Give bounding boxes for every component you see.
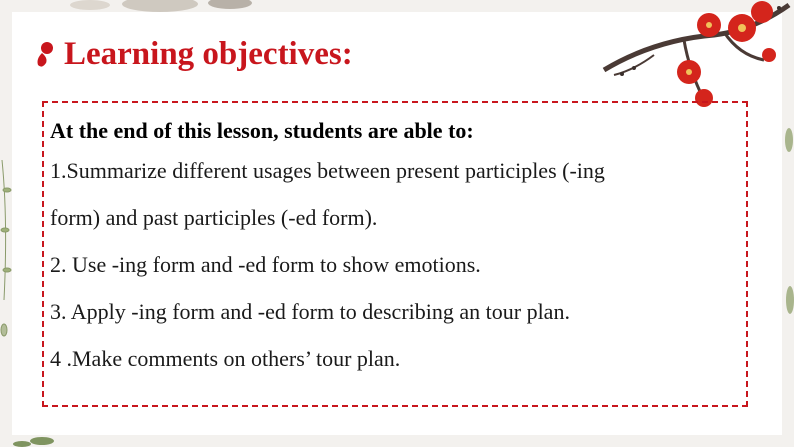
red-drop-bullet-icon xyxy=(34,39,56,69)
objective-line: 1.Summarize different usages between present participles (-ing xyxy=(50,158,605,183)
objectives-content xyxy=(50,118,750,393)
objective-line: form) and past participles (-ed form). xyxy=(50,205,378,230)
objective-line: 4 .Make comments on others’ tour plan. xyxy=(50,346,401,371)
objectives-lead: At the end of this lesson, students are able to: xyxy=(50,118,474,143)
plum-blossom-branch-decoration xyxy=(564,0,794,110)
slide-title: Learning objectives: xyxy=(64,36,353,72)
right-edge-leaf-decoration xyxy=(785,128,794,314)
objective-line: 2. Use -ing form and -ed form to show emotions. xyxy=(50,252,481,277)
bottom-left-leaf-decoration xyxy=(13,437,54,447)
objective-line: 3. Apply -ing form and -ed form to describing an tour plan. xyxy=(50,299,570,324)
left-leaf-sprig-decoration xyxy=(1,160,11,336)
title-row xyxy=(34,34,353,74)
top-left-stones-decoration xyxy=(70,0,252,12)
